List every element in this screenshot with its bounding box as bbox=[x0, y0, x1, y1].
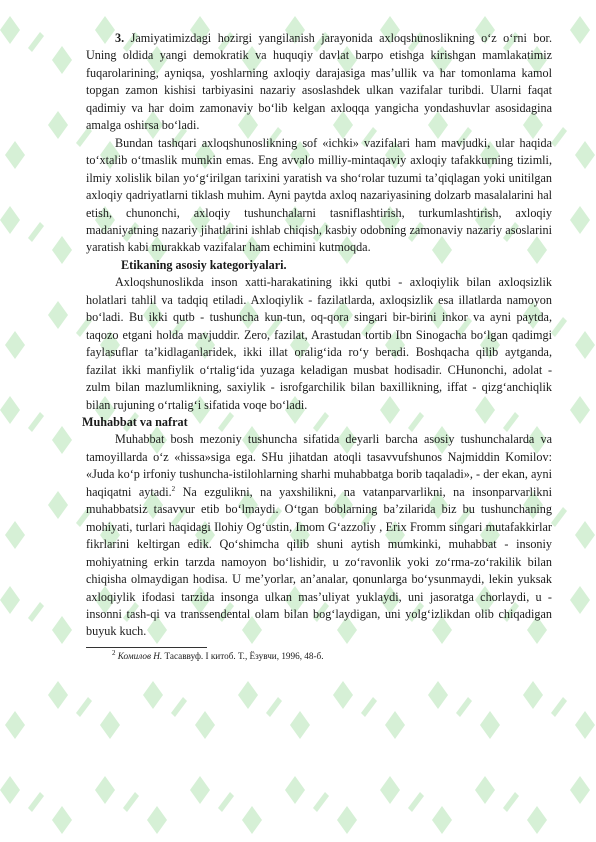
watermark-mark bbox=[0, 586, 20, 614]
watermark-mark bbox=[527, 806, 547, 834]
watermark-mark bbox=[503, 792, 519, 812]
watermark-mark bbox=[570, 396, 590, 424]
watermark-mark bbox=[28, 602, 44, 622]
watermark-mark bbox=[238, 681, 258, 709]
watermark-mark bbox=[570, 586, 590, 614]
watermark-mark bbox=[551, 697, 567, 717]
watermark-mark bbox=[76, 697, 92, 717]
watermark-mark bbox=[218, 792, 234, 812]
footnote-divider bbox=[86, 647, 207, 648]
watermark-mark bbox=[266, 697, 282, 717]
watermark-mark bbox=[95, 776, 115, 804]
footnote bbox=[86, 650, 552, 663]
footnote-author: Комилов Н. bbox=[117, 650, 163, 661]
watermark-mark bbox=[171, 697, 187, 717]
watermark-mark bbox=[5, 711, 25, 739]
watermark-mark bbox=[52, 236, 72, 264]
watermark-mark bbox=[190, 776, 210, 804]
watermark-mark bbox=[290, 711, 310, 739]
watermark-mark bbox=[48, 491, 68, 519]
heading-ethics-categories: Etikaning asosiy kategoriyalari. bbox=[121, 257, 287, 272]
section-number: 3. bbox=[115, 31, 125, 45]
watermark-mark bbox=[575, 331, 595, 359]
watermark-mark bbox=[570, 16, 590, 44]
watermark-mark bbox=[570, 776, 590, 804]
heading-love-and-hate: Muhabbat va nafrat bbox=[82, 414, 188, 429]
watermark-mark bbox=[28, 792, 44, 812]
watermark-mark bbox=[143, 681, 163, 709]
watermark-mark bbox=[123, 792, 139, 812]
paragraph-4-text-b: Na ezgulikni, na yaxshilikni, na vatanparvarlikni, na insonparvarlikni muhabbatsiz tasavvur etib bo‘lmaydi. O‘tgan boblarning ba’zilarida biz bu tushunchaning mohiyati, turlari haqidagi Ilohiy Og‘ustin, Imom G‘azzoliy , Erix Fromm singari mutafakkirlar fikrlarini keltirgan edik. Qo‘shimcha qilib shuni aytish mumkinki, muhabbat - insoniy mohiyatning erkin tarzda namoyon bo‘lishidir, u zo‘ravonlik yoki zo‘rma-zo‘rakilik bilan chiqisha olmaydigan hodisa. U me’yorlar, an’analar, qonunlarga bo‘ysunmaydi, lekin yuksak axloqiylik ifodasi tarzida insonga ulkan mas’uliyat yuklaydi, uni jasoratga chorlaydi, u - insonni tash-qi va transsendental olam bilan bog‘laydigan, uni yolg‘izlikdan olib chiqadigan buyuk kuch. bbox=[86, 484, 552, 639]
watermark-mark bbox=[551, 317, 567, 337]
paragraph-4-text-a: Muhabbat bosh mezoniy tushuncha sifatida deyarli barcha asosiy tushunchalarda va tamoyillarda o‘z «hissa»siga ega. SHu jihatdan atoqli tasavvufshunos Najmiddin Komilov: «Juda ko‘p irfoniy tushuncha-istilohlarning sharhi muhabbatga borib taqaladi», - der ekan, ayni haqiqatni aytadi. bbox=[86, 432, 552, 499]
watermark-mark bbox=[5, 521, 25, 549]
document-page bbox=[82, 30, 552, 663]
watermark-mark bbox=[0, 396, 20, 424]
watermark-mark bbox=[285, 776, 305, 804]
watermark-mark bbox=[0, 16, 20, 44]
watermark-mark bbox=[408, 792, 424, 812]
paragraph-3: Axloqshunoslikda inson xatti-harakatining ikki qutbi - axloqiylik bilan axloqsizlik holatlari tahlil va tadqiq etiladi. Axloqiylik - fazilatlarda, axloqsizlik esa illatlarda namoyon bo‘ladi. Bu ikki qutb - tushuncha kun-tun, oq-qora singari bir-birini inkor va ayni paytda, taqozo etgani holda mavjuddir. Zero, fazilat, Arastudan tortib Ibn Sinogacha bo‘lgan qadimgi faylasuflar ta’kidlaganlaridek, ikki illat oralig‘ida ro‘y beradi. Boshqacha qilib aytganda, fazilat ikki manfiylik o‘rtalig‘ida yuzaga keladigan musbat hodisadir. CHunonchi, adolat - zulm bilan mazlumlikning, saxiylik - isrofgarchilik bilan baxillikning, iffat - qizg‘anchiqlik bilan rujuning o‘rtalig‘i sifatida voqe bo‘ladi. bbox=[86, 275, 552, 412]
watermark-mark bbox=[551, 127, 567, 147]
watermark-mark bbox=[337, 806, 357, 834]
watermark-mark bbox=[575, 521, 595, 549]
watermark-mark bbox=[333, 681, 353, 709]
watermark-mark bbox=[432, 806, 452, 834]
watermark-mark bbox=[575, 141, 595, 169]
watermark-mark bbox=[28, 412, 44, 432]
watermark-mark bbox=[428, 681, 448, 709]
watermark-mark bbox=[52, 46, 72, 74]
watermark-mark bbox=[100, 711, 120, 739]
watermark-mark bbox=[475, 776, 495, 804]
watermark-mark bbox=[28, 32, 44, 52]
watermark-mark bbox=[52, 616, 72, 644]
watermark-mark bbox=[48, 301, 68, 329]
paragraph-4 bbox=[86, 431, 552, 640]
watermark-mark bbox=[385, 711, 405, 739]
footnote-source: Тасаввуф. I китоб. Т., Ёзувчи, 1996, 48-б. bbox=[162, 650, 324, 661]
watermark-mark bbox=[570, 206, 590, 234]
footnote-number: 2 bbox=[112, 648, 116, 657]
paragraph-1 bbox=[86, 30, 552, 135]
watermark-mark bbox=[480, 711, 500, 739]
footnote-ref[interactable]: 2 bbox=[171, 484, 176, 493]
watermark-mark bbox=[48, 111, 68, 139]
watermark-mark bbox=[380, 776, 400, 804]
paragraph-1-text: Jamiyatimizdagi hozirgi yangilanish jarayonida axloqshunoslikning o‘z o‘rni bor. Uning oldida yangi demokratik va huquqiy davlat barpo etishga kirishgan mamlakatimiz fuqarolarining, ayniqsa, yoshlarning axloqiy darajasiga mas’ullik va har tomonlama kamol topgan zamon kishisi tarbiyasini nazariy asoslashdek ulkan vazifalar turibdi. Ularni faqat qadimiy va har doim zamonaviy bo‘lib kelgan axloqqa yangicha yondashuvlar asosidagina amalga oshirsa bo‘ladi. bbox=[86, 31, 552, 133]
watermark-mark bbox=[195, 711, 215, 739]
watermark-mark bbox=[48, 681, 68, 709]
watermark-mark bbox=[52, 806, 72, 834]
watermark-mark bbox=[523, 681, 543, 709]
watermark-mark bbox=[5, 141, 25, 169]
paragraph-2: Bundan tashqari axloqshunoslikning sof «ichki» vazifalari ham mavjudki, ular haqida to‘xtalib o‘tmaslik mumkin emas. Eng avvalo milliy-mintaqaviy axloqiy tafakkurning tizimli, ilmiy xolislik bilan yo‘g‘irilgan tarixini yaratish va sho‘rolar tuzumi ta’qiqlagan yoki unitilgan axloqiy qadriyatlarni tiklash muhim. Ayni paytda axloq nazariyasining dolzarb masalalarini hal etish, chunonchi, axloqiy tushunchalarni tasniflashtirish, turkumlashtirish, axloqiy madaniyatning nazariy jihatlarini ishlab chiqish, kasbiy odobning zamonaviy nazariy asoslarini yaratish kabi murakkab vazifalar ham echimini kutmoqda. bbox=[86, 135, 552, 255]
watermark-mark bbox=[52, 426, 72, 454]
watermark-mark bbox=[361, 697, 377, 717]
watermark-mark bbox=[456, 697, 472, 717]
watermark-mark bbox=[575, 711, 595, 739]
watermark-mark bbox=[551, 507, 567, 527]
watermark-mark bbox=[313, 792, 329, 812]
watermark-mark bbox=[242, 806, 262, 834]
watermark-mark bbox=[5, 331, 25, 359]
watermark-mark bbox=[0, 206, 20, 234]
watermark-mark bbox=[147, 806, 167, 834]
watermark-mark bbox=[0, 776, 20, 804]
watermark-mark bbox=[28, 222, 44, 242]
